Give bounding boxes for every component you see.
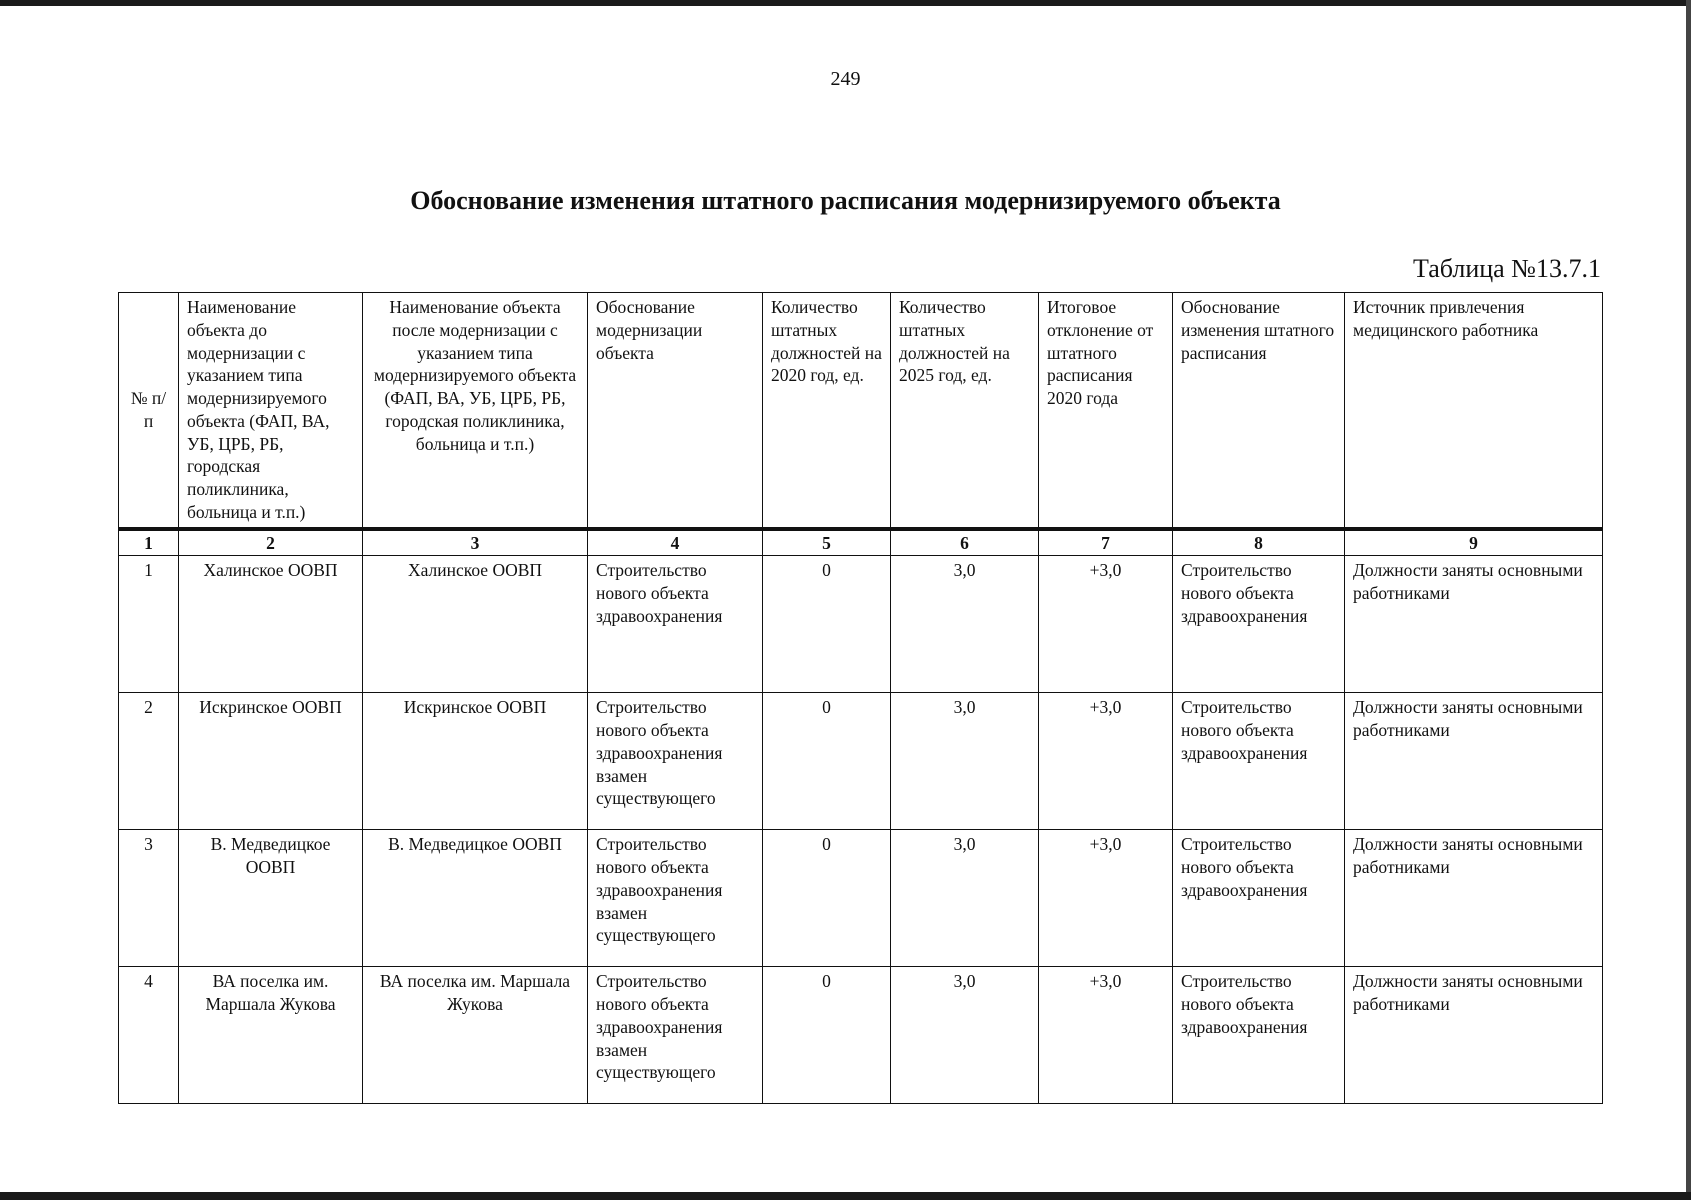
modernization-reason-cell: Строительство нового объекта здравоохранения взамен существующего <box>588 830 763 967</box>
positions-2020-cell: 0 <box>763 830 891 967</box>
header-cell-deviation: Итоговое отклонение от штатного расписания 2020 года <box>1039 293 1173 529</box>
staffing-change-reason-cell: Строительство нового объекта здравоохранения <box>1173 830 1345 967</box>
column-number: 2 <box>179 529 363 556</box>
column-number-row <box>119 529 1603 556</box>
worker-source-cell: Должности заняты основными работниками <box>1345 693 1603 830</box>
table-label: Таблица №13.7.1 <box>1412 254 1601 283</box>
positions-2025-cell: 3,0 <box>891 830 1039 967</box>
column-number: 4 <box>588 529 763 556</box>
modernization-reason-cell: Строительство нового объекта здравоохранения взамен существующего <box>588 967 763 1104</box>
column-number: 7 <box>1039 529 1173 556</box>
table-row <box>119 967 1603 1104</box>
column-number: 3 <box>363 529 588 556</box>
column-number: 9 <box>1345 529 1603 556</box>
deviation-cell: +3,0 <box>1039 693 1173 830</box>
positions-2025-cell: 3,0 <box>891 556 1039 693</box>
staffing-table <box>118 292 1603 1104</box>
header-cell-positions-2025: Количество штатных должностей на 2025 год, ед. <box>891 293 1039 529</box>
header-cell-modernization-reason: Обоснование модернизации объекта <box>588 293 763 529</box>
header-cell-staffing-change-reason: Обоснование изменения штатного расписания <box>1173 293 1345 529</box>
column-number: 1 <box>119 529 179 556</box>
table-row <box>119 693 1603 830</box>
row-number-cell: 1 <box>119 556 179 693</box>
page-number: 249 <box>830 68 861 90</box>
object-after-cell: ВА поселка им. Маршала Жукова <box>363 967 588 1104</box>
header-cell-worker-source: Источник привлечения медицинского работника <box>1345 293 1603 529</box>
positions-2020-cell: 0 <box>763 693 891 830</box>
table-row <box>119 830 1603 967</box>
header-cell-object-after: Наименование объекта после модернизации с указанием типа модернизируемого объекта (ФАП, ВА, УБ, ЦРБ, РБ, городская поликлиника, больница и т.п.) <box>363 293 588 529</box>
scan-top-edge <box>0 0 1691 6</box>
deviation-cell: +3,0 <box>1039 556 1173 693</box>
object-before-cell: ВА поселка им. Маршала Жукова <box>179 967 363 1104</box>
deviation-cell: +3,0 <box>1039 967 1173 1104</box>
modernization-reason-cell: Строительство нового объекта здравоохранения взамен существующего <box>588 693 763 830</box>
staffing-change-reason-cell: Строительство нового объекта здравоохранения <box>1173 556 1345 693</box>
modernization-reason-cell: Строительство нового объекта здравоохранения <box>588 556 763 693</box>
row-number-cell: 2 <box>119 693 179 830</box>
object-before-cell: Халинское ООВП <box>179 556 363 693</box>
header-row <box>119 293 1603 529</box>
header-cell-positions-2020: Количество штатных должностей на 2020 год, ед. <box>763 293 891 529</box>
scan-bottom-edge <box>0 1192 1691 1200</box>
table-row <box>119 556 1603 693</box>
row-number-cell: 4 <box>119 967 179 1104</box>
column-number: 8 <box>1173 529 1345 556</box>
worker-source-cell: Должности заняты основными работниками <box>1345 830 1603 967</box>
positions-2020-cell: 0 <box>763 556 891 693</box>
deviation-cell: +3,0 <box>1039 830 1173 967</box>
column-number: 5 <box>763 529 891 556</box>
staffing-change-reason-cell: Строительство нового объекта здравоохранения <box>1173 967 1345 1104</box>
document-title: Обоснование изменения штатного расписания модернизируемого объекта <box>410 186 1281 215</box>
positions-2025-cell: 3,0 <box>891 967 1039 1104</box>
header-cell-object-before: Наименование объекта до модернизации с указанием типа модернизируемого объекта (ФАП, ВА, УБ, ЦРБ, РБ, городская поликлиника, больница и т.п.) <box>179 293 363 529</box>
staffing-change-reason-cell: Строительство нового объекта здравоохранения <box>1173 693 1345 830</box>
row-number-cell: 3 <box>119 830 179 967</box>
object-before-cell: В. Медведицкое ООВП <box>179 830 363 967</box>
object-after-cell: Искринское ООВП <box>363 693 588 830</box>
object-after-cell: В. Медведицкое ООВП <box>363 830 588 967</box>
object-after-cell: Халинское ООВП <box>363 556 588 693</box>
column-number: 6 <box>891 529 1039 556</box>
object-before-cell: Искринское ООВП <box>179 693 363 830</box>
positions-2020-cell: 0 <box>763 967 891 1104</box>
scan-right-edge <box>1686 0 1691 1200</box>
worker-source-cell: Должности заняты основными работниками <box>1345 556 1603 693</box>
positions-2025-cell: 3,0 <box>891 693 1039 830</box>
header-cell-number: № п/п <box>119 293 179 529</box>
worker-source-cell: Должности заняты основными работниками <box>1345 967 1603 1104</box>
